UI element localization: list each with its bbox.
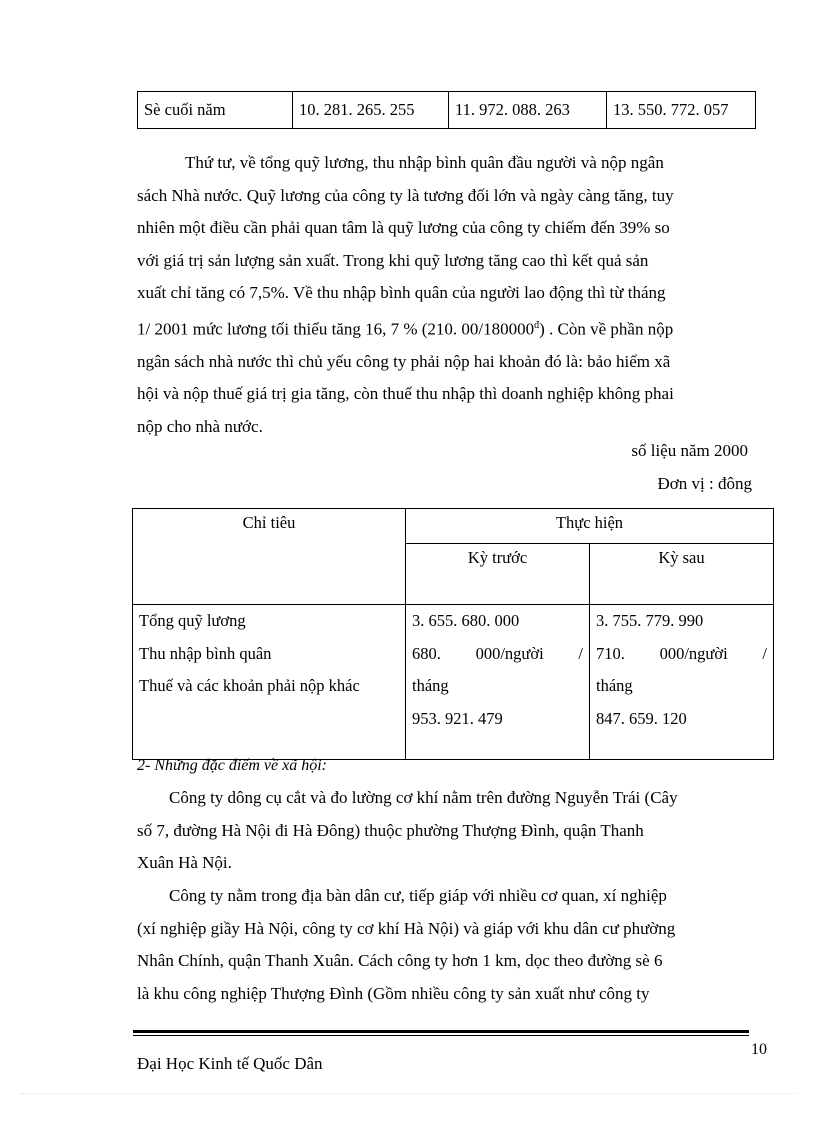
text-line: 1/ 2001 mức lương tối thiểu tăng 16, 7 % (210. 00/180000: [137, 319, 535, 339]
wage-income-tax-table: [132, 508, 774, 760]
table-row: [138, 92, 756, 129]
text-fragment: 710.: [596, 643, 625, 663]
row-label: Sè cuối năm: [138, 92, 293, 129]
text-line: hội và nộp thuế giá trị gia tăng, còn thuế thu nhập thì doanh nghiệp không phai: [137, 384, 674, 404]
text-fragment: 000/người: [475, 643, 544, 663]
text-line: với giá trị sản lượng sản xuất. Trong khi quỹ lương tăng cao thì kết quả sản: [137, 250, 649, 270]
text-line: số 7, đường Hà Nội đi Hà Đông) thuộc phường Thượng Đình, quận Thanh: [137, 820, 644, 840]
text-line: ngân sách nhà nước thì chủ yếu công ty phải nộp hai khoản đó là: bảo hiểm xã: [137, 351, 671, 371]
paragraph-wage-fund: [137, 147, 750, 443]
header-next-period: Kỳ sau: [590, 544, 774, 605]
source-note: số liệu năm 2000: [631, 441, 748, 460]
text-line: Công ty nằm trong địa bàn dân cư, tiếp giáp với nhiều cơ quan, xí nghiệp: [169, 886, 667, 905]
year-end-balance-table: [137, 91, 756, 129]
text-line: Công ty dông cụ cắt và đo lường cơ khí nằm trên đường Nguyễn Trái (Cây: [169, 788, 678, 807]
text-fragment: 680.: [412, 643, 441, 663]
page-number: 10: [751, 1041, 767, 1058]
value-cell: 11. 972. 088. 263: [449, 92, 607, 129]
superscript: đ: [534, 319, 540, 331]
text-line: Xuân Hà Nội.: [137, 853, 232, 872]
table-row: [133, 605, 774, 760]
text-line: (xí nghiệp giầy Hà Nội, công ty cơ khí Hà Nội) và giáp với khu dân cư phường: [137, 918, 676, 938]
prev-taxes: 953. 921. 479: [412, 708, 503, 728]
header-indicator: Chỉ tiêu: [133, 509, 406, 605]
indicator-wage-fund: Tổng quỹ lương: [139, 611, 246, 630]
table-header-row: [133, 509, 774, 544]
next-wage-fund: 3. 755. 779. 990: [596, 611, 704, 630]
indicator-avg-income: Thu nhập bình quân: [139, 643, 272, 663]
text-line-tail: ) . Còn về phần nộp: [539, 319, 674, 339]
next-period-cell: [590, 605, 774, 760]
text-line: nộp cho nhà nước.: [137, 416, 263, 436]
prev-avg-income: [412, 638, 583, 671]
text-line: Thứ tư, về tổng quỹ lương, thu nhập bình quân đầu người và nộp ngân: [185, 153, 664, 172]
text-line: là khu công nghiệp Thượng Đình (Gồm nhiều công ty sản xuất như công ty: [137, 983, 650, 1003]
indicator-cell: [133, 605, 406, 760]
paragraph-location: [137, 782, 750, 880]
next-taxes: 847. 659. 120: [596, 708, 687, 728]
text-line: nhiên một điều cần phải quan tâm là quỹ lương của công ty chiếm đến 39% so: [137, 218, 670, 237]
prev-avg-income-unit: tháng: [412, 676, 449, 695]
text-fragment: 000/người: [659, 643, 728, 663]
next-avg-income-unit: tháng: [596, 676, 633, 695]
section-heading: 2- Những đặc điểm về xã hội:: [137, 757, 328, 774]
next-avg-income: [596, 638, 767, 671]
footer-text: Đại Học Kinh tế Quốc Dân: [137, 1054, 323, 1073]
prev-wage-fund: 3. 655. 680. 000: [412, 611, 520, 630]
unit-note: Đơn vị : đông: [657, 474, 752, 493]
footer-rule-thin: [133, 1035, 749, 1036]
text-fragment: /: [762, 643, 767, 663]
text-line: sách Nhà nước. Quỹ lương của công ty là tương đối lớn và ngày càng tăng, tuy: [137, 185, 674, 205]
prev-period-cell: [406, 605, 590, 760]
indicator-taxes: Thuế và các khoản phải nộp khác: [139, 676, 360, 695]
footer-rule: [133, 1030, 749, 1033]
text-line: Nhân Chính, quận Thanh Xuân. Cách công ty hơn 1 km, dọc theo đường sè 6: [137, 951, 663, 970]
header-group: Thực hiện: [406, 509, 774, 544]
header-prev-period: Kỳ trước: [406, 544, 590, 605]
value-cell: 13. 550. 772. 057: [607, 92, 756, 129]
paragraph-surroundings: [137, 880, 750, 1010]
text-line: xuất chỉ tăng có 7,5%. Về thu nhập bình quân của người lao động thì từ tháng: [137, 283, 666, 302]
value-cell: 10. 281. 265. 255: [293, 92, 449, 129]
text-fragment: /: [578, 643, 583, 663]
page-edge-divider: [20, 1093, 796, 1094]
